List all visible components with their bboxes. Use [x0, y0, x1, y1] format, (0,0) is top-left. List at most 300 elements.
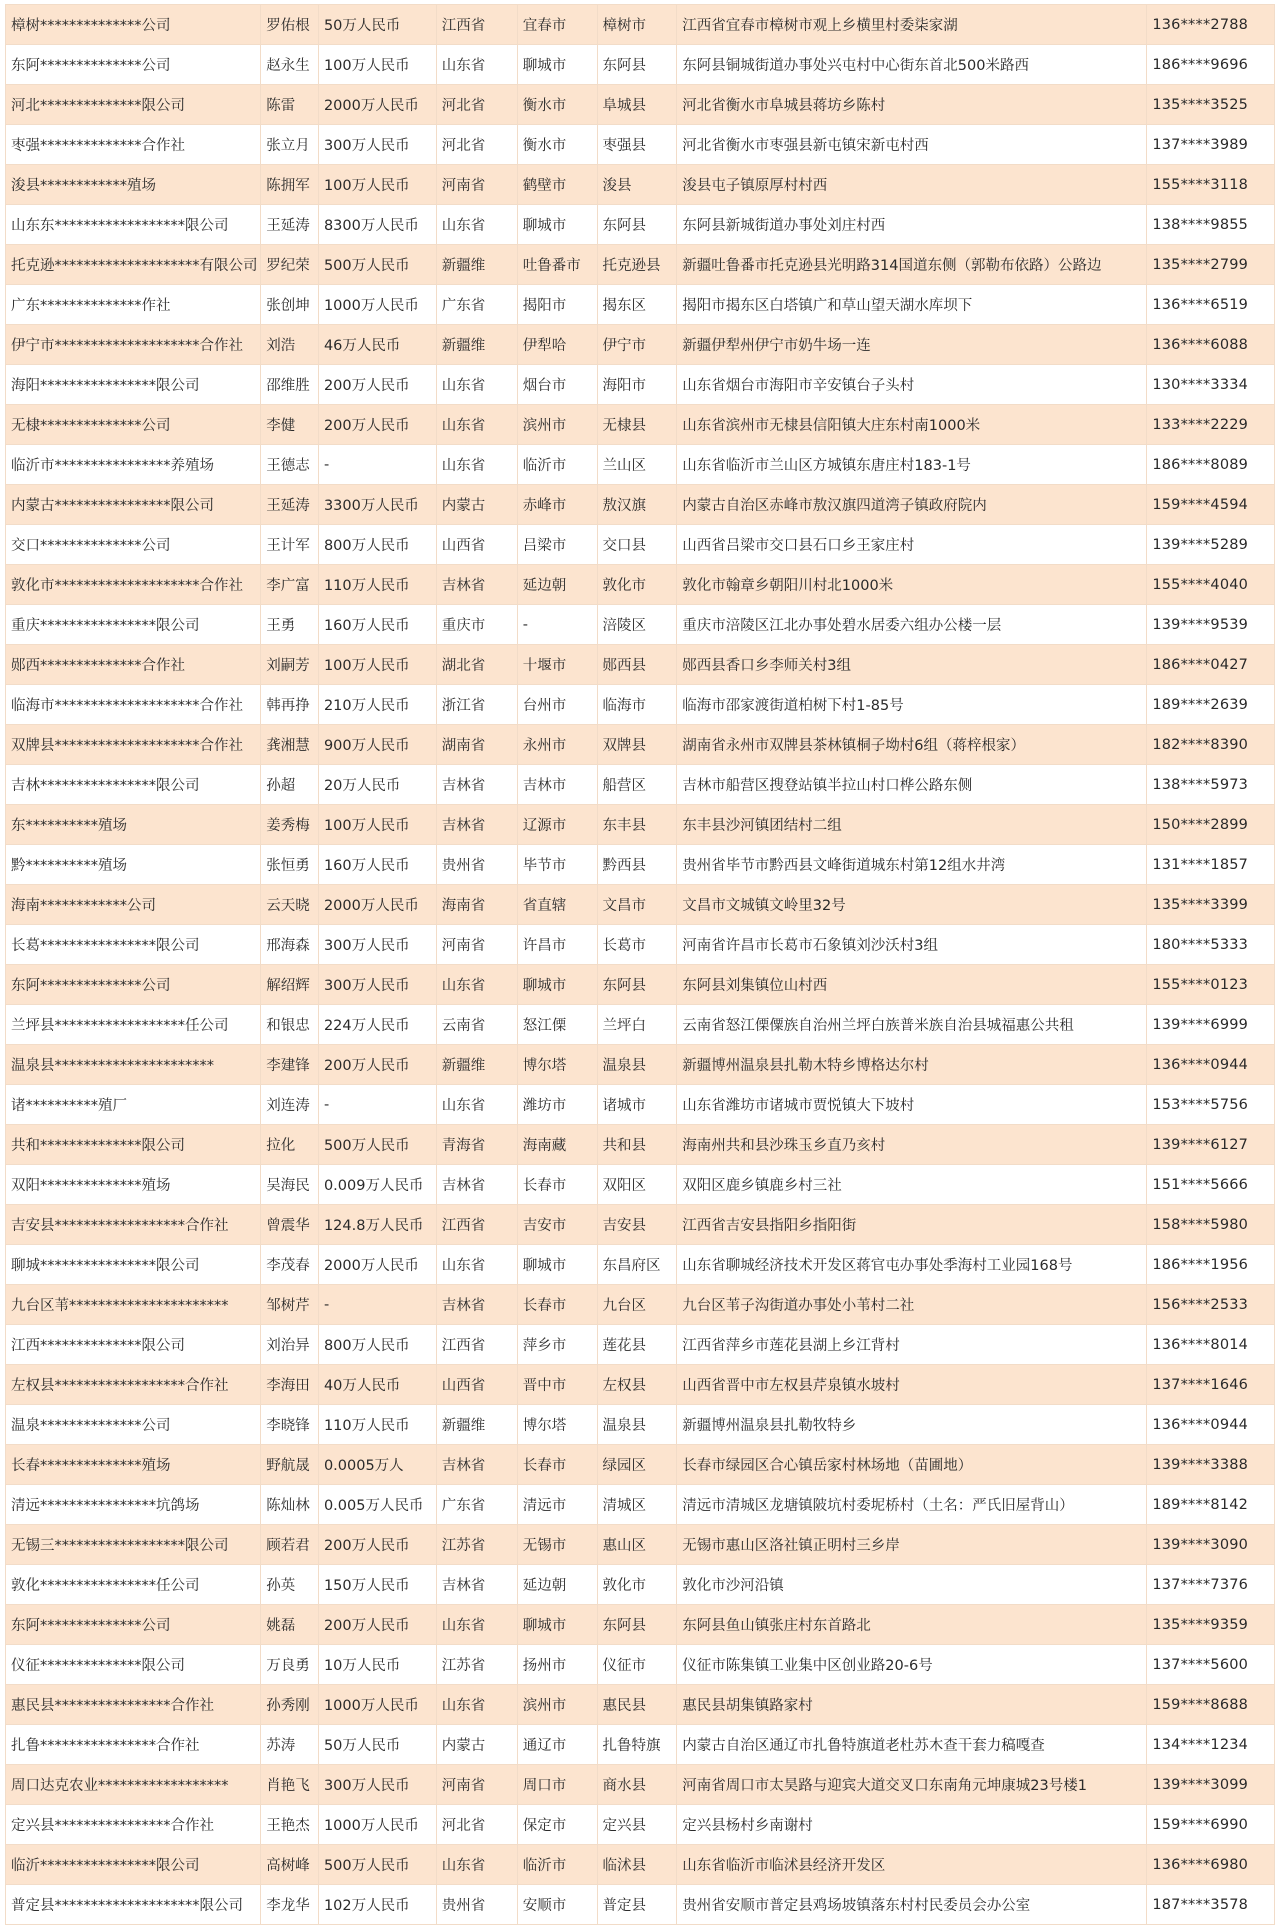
- table-row: [6, 1125, 1275, 1165]
- company-name-cell: 浚县************殖场: [6, 165, 261, 205]
- province-cell: 山东省: [436, 445, 517, 485]
- registered-capital-cell: 160万人民币: [318, 845, 436, 885]
- city-cell: 安顺市: [517, 1885, 597, 1925]
- table-row: [6, 1365, 1275, 1405]
- table-row: [6, 1885, 1275, 1925]
- company-name-cell: 江西**************限公司: [6, 1325, 261, 1365]
- address-cell: 东阿县刘集镇位山村西: [677, 965, 1147, 1005]
- province-cell: 山东省: [436, 1845, 517, 1885]
- district-cell: 敦化市: [597, 1565, 677, 1605]
- city-cell: 揭阳市: [517, 285, 597, 325]
- province-cell: 广东省: [436, 285, 517, 325]
- company-name-cell: 海阳****************限公司: [6, 365, 261, 405]
- registered-capital-cell: 500万人民币: [318, 1845, 436, 1885]
- address-cell: 山东省潍坊市诸城市贾悦镇大下坡村: [677, 1085, 1147, 1125]
- company-name-cell: 东阿**************公司: [6, 965, 261, 1005]
- city-cell: 长春市: [517, 1285, 597, 1325]
- city-cell: 聊城市: [517, 45, 597, 85]
- legal-rep-cell: 张创坤: [261, 285, 319, 325]
- phone-cell: 139****3090: [1147, 1525, 1275, 1565]
- city-cell: 吉安市: [517, 1205, 597, 1245]
- table-row: [6, 1525, 1275, 1565]
- province-cell: 山东省: [436, 965, 517, 1005]
- legal-rep-cell: 野航晟: [261, 1445, 319, 1485]
- registered-capital-cell: 1000万人民币: [318, 1685, 436, 1725]
- address-cell: 山东省临沂市临沭县经济开发区: [677, 1845, 1147, 1885]
- address-cell: 山东省滨州市无棣县信阳镇大庄东村南1000米: [677, 405, 1147, 445]
- company-name-cell: 重庆****************限公司: [6, 605, 261, 645]
- city-cell: 滨州市: [517, 405, 597, 445]
- company-name-cell: 东**********殖场: [6, 805, 261, 845]
- phone-cell: 151****5666: [1147, 1165, 1275, 1205]
- province-cell: 山东省: [436, 405, 517, 445]
- registered-capital-cell: 200万人民币: [318, 1605, 436, 1645]
- registered-capital-cell: 900万人民币: [318, 725, 436, 765]
- city-cell: 鹤壁市: [517, 165, 597, 205]
- registered-capital-cell: 20万人民币: [318, 765, 436, 805]
- province-cell: 山西省: [436, 1365, 517, 1405]
- phone-cell: 139****6127: [1147, 1125, 1275, 1165]
- registered-capital-cell: 2000万人民币: [318, 1245, 436, 1285]
- phone-cell: 186****9696: [1147, 45, 1275, 85]
- phone-cell: 138****5973: [1147, 765, 1275, 805]
- table-row: [6, 565, 1275, 605]
- address-cell: 揭阳市揭东区白塔镇广和草山望天湖水库坝下: [677, 285, 1147, 325]
- company-name-cell: 无锡三******************限公司: [6, 1525, 261, 1565]
- company-name-cell: 交口**************公司: [6, 525, 261, 565]
- district-cell: 托克逊县: [597, 245, 677, 285]
- phone-cell: 136****6980: [1147, 1845, 1275, 1885]
- province-cell: 贵州省: [436, 845, 517, 885]
- address-cell: 山西省吕梁市交口县石口乡王家庄村: [677, 525, 1147, 565]
- district-cell: 仪征市: [597, 1645, 677, 1685]
- company-name-cell: 普定县********************限公司: [6, 1885, 261, 1925]
- legal-rep-cell: 龚湘慧: [261, 725, 319, 765]
- province-cell: 贵州省: [436, 1885, 517, 1925]
- address-cell: 郧西县香口乡李师关村3组: [677, 645, 1147, 685]
- legal-rep-cell: 邵维胜: [261, 365, 319, 405]
- province-cell: 内蒙古: [436, 485, 517, 525]
- district-cell: 东阿县: [597, 45, 677, 85]
- province-cell: 吉林省: [436, 1285, 517, 1325]
- registered-capital-cell: 46万人民币: [318, 325, 436, 365]
- province-cell: 新疆维: [436, 1045, 517, 1085]
- legal-rep-cell: 李广富: [261, 565, 319, 605]
- province-cell: 新疆维: [436, 325, 517, 365]
- company-name-cell: 广东**************作社: [6, 285, 261, 325]
- legal-rep-cell: 万良勇: [261, 1645, 319, 1685]
- address-cell: 山东省临沂市兰山区方城镇东唐庄村183-1号: [677, 445, 1147, 485]
- city-cell: -: [517, 605, 597, 645]
- phone-cell: 137****7376: [1147, 1565, 1275, 1605]
- district-cell: 黔西县: [597, 845, 677, 885]
- address-cell: 山东省烟台市海阳市辛安镇台子头村: [677, 365, 1147, 405]
- phone-cell: 131****1857: [1147, 845, 1275, 885]
- address-cell: 清远市清城区龙塘镇陂坑村委坭桥村（土名：严氏旧屋背山）: [677, 1485, 1147, 1525]
- city-cell: 萍乡市: [517, 1325, 597, 1365]
- address-cell: 贵州省安顺市普定县鸡场坡镇落东村村民委员会办公室: [677, 1885, 1147, 1925]
- company-name-cell: 吉安县******************合作社: [6, 1205, 261, 1245]
- city-cell: 宜春市: [517, 5, 597, 45]
- legal-rep-cell: 吴海民: [261, 1165, 319, 1205]
- company-name-cell: 内蒙古****************限公司: [6, 485, 261, 525]
- table-row: [6, 1005, 1275, 1045]
- district-cell: 船营区: [597, 765, 677, 805]
- legal-rep-cell: 和银忠: [261, 1005, 319, 1045]
- company-name-cell: 临沂****************限公司: [6, 1845, 261, 1885]
- company-name-cell: 伊宁市********************合作社: [6, 325, 261, 365]
- table-row: [6, 285, 1275, 325]
- province-cell: 湖南省: [436, 725, 517, 765]
- province-cell: 河北省: [436, 125, 517, 165]
- company-name-cell: 温泉**************公司: [6, 1405, 261, 1445]
- legal-rep-cell: 韩再挣: [261, 685, 319, 725]
- district-cell: 东阿县: [597, 205, 677, 245]
- province-cell: 吉林省: [436, 1445, 517, 1485]
- registered-capital-cell: 160万人民币: [318, 605, 436, 645]
- table-row: [6, 1245, 1275, 1285]
- address-cell: 定兴县杨村乡南谢村: [677, 1805, 1147, 1845]
- registered-capital-cell: 3300万人民币: [318, 485, 436, 525]
- registered-capital-cell: 1000万人民币: [318, 1805, 436, 1845]
- registered-capital-cell: 1000万人民币: [318, 285, 436, 325]
- province-cell: 山东省: [436, 1085, 517, 1125]
- phone-cell: 137****5600: [1147, 1645, 1275, 1685]
- legal-rep-cell: 罗纪荣: [261, 245, 319, 285]
- address-cell: 九台区苇子沟街道办事处小苇村二社: [677, 1285, 1147, 1325]
- legal-rep-cell: 孙超: [261, 765, 319, 805]
- address-cell: 东阿县铜城街道办事处兴屯村中心街东首北500米路西: [677, 45, 1147, 85]
- legal-rep-cell: 刘浩: [261, 325, 319, 365]
- province-cell: 内蒙古: [436, 1725, 517, 1765]
- city-cell: 晋中市: [517, 1365, 597, 1405]
- phone-cell: 130****3334: [1147, 365, 1275, 405]
- city-cell: 十堰市: [517, 645, 597, 685]
- province-cell: 山东省: [436, 205, 517, 245]
- district-cell: 敖汉旗: [597, 485, 677, 525]
- district-cell: 临海市: [597, 685, 677, 725]
- district-cell: 兰坪白: [597, 1005, 677, 1045]
- table-row: [6, 445, 1275, 485]
- city-cell: 聊城市: [517, 205, 597, 245]
- table-row: [6, 205, 1275, 245]
- company-name-cell: 河北**************限公司: [6, 85, 261, 125]
- table-row: [6, 525, 1275, 565]
- legal-rep-cell: 陈拥军: [261, 165, 319, 205]
- phone-cell: 139****9539: [1147, 605, 1275, 645]
- district-cell: 临沭县: [597, 1845, 677, 1885]
- phone-cell: 155****0123: [1147, 965, 1275, 1005]
- district-cell: 伊宁市: [597, 325, 677, 365]
- legal-rep-cell: 孙英: [261, 1565, 319, 1605]
- city-cell: 长春市: [517, 1165, 597, 1205]
- phone-cell: 138****9855: [1147, 205, 1275, 245]
- city-cell: 永州市: [517, 725, 597, 765]
- table-row: [6, 1405, 1275, 1445]
- district-cell: 清城区: [597, 1485, 677, 1525]
- district-cell: 敦化市: [597, 565, 677, 605]
- city-cell: 潍坊市: [517, 1085, 597, 1125]
- registered-capital-cell: 50万人民币: [318, 5, 436, 45]
- city-cell: 临沂市: [517, 445, 597, 485]
- city-cell: 博尔塔: [517, 1405, 597, 1445]
- table-row: [6, 885, 1275, 925]
- city-cell: 烟台市: [517, 365, 597, 405]
- province-cell: 山西省: [436, 525, 517, 565]
- table-row: [6, 645, 1275, 685]
- province-cell: 山东省: [436, 1685, 517, 1725]
- phone-cell: 139****5289: [1147, 525, 1275, 565]
- registered-capital-cell: 500万人民币: [318, 245, 436, 285]
- company-name-cell: 左权县******************合作社: [6, 1365, 261, 1405]
- province-cell: 河南省: [436, 1765, 517, 1805]
- district-cell: 兰山区: [597, 445, 677, 485]
- district-cell: 东阿县: [597, 1605, 677, 1645]
- province-cell: 云南省: [436, 1005, 517, 1045]
- address-cell: 江西省吉安县指阳乡指阳街: [677, 1205, 1147, 1245]
- registered-capital-cell: 0.009万人民币: [318, 1165, 436, 1205]
- legal-rep-cell: 李茂春: [261, 1245, 319, 1285]
- district-cell: 双牌县: [597, 725, 677, 765]
- district-cell: 文昌市: [597, 885, 677, 925]
- address-cell: 东阿县鱼山镇张庄村东首路北: [677, 1605, 1147, 1645]
- table-row: [6, 965, 1275, 1005]
- address-cell: 临海市邵家渡街道柏树下村1-85号: [677, 685, 1147, 725]
- city-cell: 吉林市: [517, 765, 597, 805]
- phone-cell: 136****8014: [1147, 1325, 1275, 1365]
- phone-cell: 153****5756: [1147, 1085, 1275, 1125]
- registered-capital-cell: 500万人民币: [318, 1125, 436, 1165]
- phone-cell: 133****2229: [1147, 405, 1275, 445]
- province-cell: 河北省: [436, 85, 517, 125]
- district-cell: 温泉县: [597, 1405, 677, 1445]
- province-cell: 吉林省: [436, 565, 517, 605]
- district-cell: 东阿县: [597, 965, 677, 1005]
- table-body: [6, 5, 1275, 1925]
- table-row: [6, 5, 1275, 45]
- province-cell: 重庆市: [436, 605, 517, 645]
- district-cell: 温泉县: [597, 1045, 677, 1085]
- district-cell: 绿园区: [597, 1445, 677, 1485]
- address-cell: 文昌市文城镇文岭里32号: [677, 885, 1147, 925]
- company-name-cell: 郧西**************合作社: [6, 645, 261, 685]
- province-cell: 山东省: [436, 45, 517, 85]
- district-cell: 九台区: [597, 1285, 677, 1325]
- legal-rep-cell: 解绍辉: [261, 965, 319, 1005]
- registered-capital-cell: 200万人民币: [318, 365, 436, 405]
- city-cell: 博尔塔: [517, 1045, 597, 1085]
- legal-rep-cell: 苏涛: [261, 1725, 319, 1765]
- district-cell: 枣强县: [597, 125, 677, 165]
- city-cell: 海南藏: [517, 1125, 597, 1165]
- table-row: [6, 485, 1275, 525]
- phone-cell: 137****1646: [1147, 1365, 1275, 1405]
- registered-capital-cell: -: [318, 1085, 436, 1125]
- city-cell: 吕梁市: [517, 525, 597, 565]
- table-row: [6, 1325, 1275, 1365]
- company-name-cell: 诸**********殖厂: [6, 1085, 261, 1125]
- address-cell: 新疆博州温泉县扎勒牧特乡: [677, 1405, 1147, 1445]
- province-cell: 江苏省: [436, 1645, 517, 1685]
- province-cell: 河南省: [436, 925, 517, 965]
- data-table-container: [5, 4, 1275, 1925]
- address-cell: 仪征市陈集镇工业集中区创业路20-6号: [677, 1645, 1147, 1685]
- legal-rep-cell: 邹树芹: [261, 1285, 319, 1325]
- city-cell: 聊城市: [517, 1605, 597, 1645]
- table-row: [6, 245, 1275, 285]
- table-row: [6, 925, 1275, 965]
- table-row: [6, 605, 1275, 645]
- city-cell: 滨州市: [517, 1685, 597, 1725]
- legal-rep-cell: 姚磊: [261, 1605, 319, 1645]
- address-cell: 长春市绿园区合心镇岳家村林场地（苗圃地）: [677, 1445, 1147, 1485]
- company-name-cell: 长葛****************限公司: [6, 925, 261, 965]
- table-row: [6, 125, 1275, 165]
- city-cell: 周口市: [517, 1765, 597, 1805]
- phone-cell: 139****3099: [1147, 1765, 1275, 1805]
- table-row: [6, 1205, 1275, 1245]
- company-name-cell: 敦化****************任公司: [6, 1565, 261, 1605]
- phone-cell: 134****1234: [1147, 1725, 1275, 1765]
- district-cell: 左权县: [597, 1365, 677, 1405]
- company-name-cell: 惠民县****************合作社: [6, 1685, 261, 1725]
- legal-rep-cell: 刘连涛: [261, 1085, 319, 1125]
- legal-rep-cell: 孙秀刚: [261, 1685, 319, 1725]
- district-cell: 东昌府区: [597, 1245, 677, 1285]
- city-cell: 赤峰市: [517, 485, 597, 525]
- city-cell: 保定市: [517, 1805, 597, 1845]
- phone-cell: 136****2788: [1147, 5, 1275, 45]
- district-cell: 长葛市: [597, 925, 677, 965]
- district-cell: 阜城县: [597, 85, 677, 125]
- table-row: [6, 1485, 1275, 1525]
- address-cell: 湖南省永州市双牌县茶林镇桐子坳村6组（蒋梓根家）: [677, 725, 1147, 765]
- phone-cell: 135****2799: [1147, 245, 1275, 285]
- registered-capital-cell: 200万人民币: [318, 1525, 436, 1565]
- phone-cell: 136****6519: [1147, 285, 1275, 325]
- registered-capital-cell: 224万人民币: [318, 1005, 436, 1045]
- registered-capital-cell: 100万人民币: [318, 645, 436, 685]
- company-name-cell: 兰坪县******************任公司: [6, 1005, 261, 1045]
- registered-capital-cell: 150万人民币: [318, 1565, 436, 1605]
- province-cell: 山东省: [436, 1245, 517, 1285]
- province-cell: 山东省: [436, 365, 517, 405]
- table-row: [6, 405, 1275, 445]
- table-row: [6, 685, 1275, 725]
- city-cell: 临沂市: [517, 1845, 597, 1885]
- city-cell: 台州市: [517, 685, 597, 725]
- phone-cell: 159****8688: [1147, 1685, 1275, 1725]
- legal-rep-cell: 王艳杰: [261, 1805, 319, 1845]
- phone-cell: 150****2899: [1147, 805, 1275, 845]
- province-cell: 江苏省: [436, 1525, 517, 1565]
- phone-cell: 136****0944: [1147, 1405, 1275, 1445]
- phone-cell: 139****6999: [1147, 1005, 1275, 1045]
- city-cell: 聊城市: [517, 965, 597, 1005]
- company-name-cell: 温泉县**********************: [6, 1045, 261, 1085]
- legal-rep-cell: 邢海森: [261, 925, 319, 965]
- registered-capital-cell: 110万人民币: [318, 1405, 436, 1445]
- company-name-cell: 山东东******************限公司: [6, 205, 261, 245]
- district-cell: 樟树市: [597, 5, 677, 45]
- district-cell: 莲花县: [597, 1325, 677, 1365]
- table-row: [6, 1805, 1275, 1845]
- district-cell: 无棣县: [597, 405, 677, 445]
- registered-capital-cell: 300万人民币: [318, 1765, 436, 1805]
- table-row: [6, 1765, 1275, 1805]
- company-name-cell: 双阳**************殖场: [6, 1165, 261, 1205]
- address-cell: 河南省许昌市长葛市石象镇刘沙沃村3组: [677, 925, 1147, 965]
- address-cell: 吉林市船营区搜登站镇半拉山村口桦公路东侧: [677, 765, 1147, 805]
- province-cell: 江西省: [436, 1325, 517, 1365]
- registered-capital-cell: 10万人民币: [318, 1645, 436, 1685]
- registered-capital-cell: 2000万人民币: [318, 85, 436, 125]
- table-row: [6, 85, 1275, 125]
- table-row: [6, 845, 1275, 885]
- province-cell: 山东省: [436, 1605, 517, 1645]
- company-name-cell: 樟树**************公司: [6, 5, 261, 45]
- company-name-cell: 共和**************限公司: [6, 1125, 261, 1165]
- city-cell: 伊犁哈: [517, 325, 597, 365]
- district-cell: 海阳市: [597, 365, 677, 405]
- legal-rep-cell: 肖艳飞: [261, 1765, 319, 1805]
- phone-cell: 139****3388: [1147, 1445, 1275, 1485]
- company-table: [5, 4, 1275, 1925]
- city-cell: 通辽市: [517, 1725, 597, 1765]
- registered-capital-cell: 300万人民币: [318, 925, 436, 965]
- company-name-cell: 清远****************坑鸽场: [6, 1485, 261, 1525]
- table-row: [6, 45, 1275, 85]
- phone-cell: 180****5333: [1147, 925, 1275, 965]
- legal-rep-cell: 曾震华: [261, 1205, 319, 1245]
- legal-rep-cell: 顾若君: [261, 1525, 319, 1565]
- company-name-cell: 九台区苇**********************: [6, 1285, 261, 1325]
- table-row: [6, 165, 1275, 205]
- address-cell: 内蒙古自治区通辽市扎鲁特旗道老杜苏木查干套力稿嘎查: [677, 1725, 1147, 1765]
- registered-capital-cell: 300万人民币: [318, 965, 436, 1005]
- registered-capital-cell: 50万人民币: [318, 1725, 436, 1765]
- registered-capital-cell: 800万人民币: [318, 1325, 436, 1365]
- phone-cell: 159****4594: [1147, 485, 1275, 525]
- address-cell: 海南州共和县沙珠玉乡直乃亥村: [677, 1125, 1147, 1165]
- legal-rep-cell: 陈灿林: [261, 1485, 319, 1525]
- table-row: [6, 365, 1275, 405]
- phone-cell: 137****3989: [1147, 125, 1275, 165]
- table-row: [6, 1085, 1275, 1125]
- phone-cell: 189****2639: [1147, 685, 1275, 725]
- table-row: [6, 1165, 1275, 1205]
- registered-capital-cell: 100万人民币: [318, 805, 436, 845]
- address-cell: 无锡市惠山区洛社镇正明村三乡岸: [677, 1525, 1147, 1565]
- company-name-cell: 临海市********************合作社: [6, 685, 261, 725]
- address-cell: 河北省衡水市阜城县蒋坊乡陈村: [677, 85, 1147, 125]
- district-cell: 郧西县: [597, 645, 677, 685]
- table-row: [6, 325, 1275, 365]
- city-cell: 无锡市: [517, 1525, 597, 1565]
- legal-rep-cell: 云天晓: [261, 885, 319, 925]
- company-name-cell: 定兴县****************合作社: [6, 1805, 261, 1845]
- table-row: [6, 1845, 1275, 1885]
- address-cell: 敦化市翰章乡朝阳川村北1000米: [677, 565, 1147, 605]
- district-cell: 共和县: [597, 1125, 677, 1165]
- city-cell: 怒江傈: [517, 1005, 597, 1045]
- address-cell: 山东省聊城经济技术开发区蒋官屯办事处季海村工业园168号: [677, 1245, 1147, 1285]
- registered-capital-cell: 210万人民币: [318, 685, 436, 725]
- city-cell: 衡水市: [517, 125, 597, 165]
- registered-capital-cell: 200万人民币: [318, 1045, 436, 1085]
- district-cell: 惠民县: [597, 1685, 677, 1725]
- table-row: [6, 1725, 1275, 1765]
